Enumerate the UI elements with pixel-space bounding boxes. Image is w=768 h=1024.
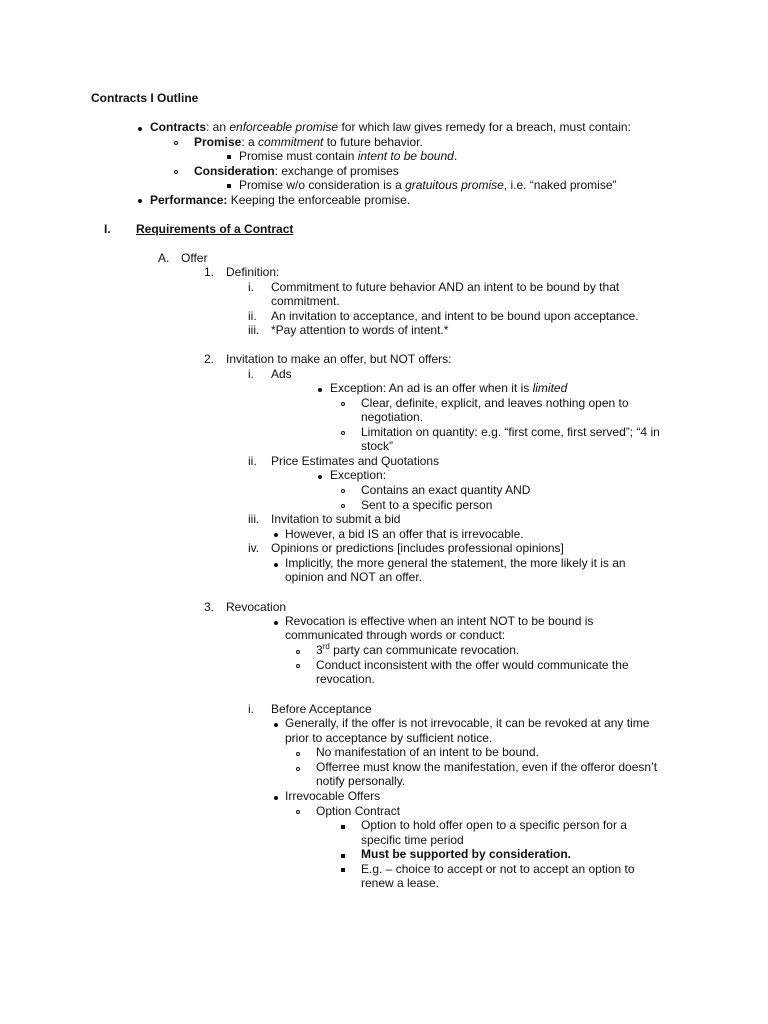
ads-condition: Clear, definite, explicit, and leaves nothing open to xyxy=(361,396,629,410)
hollow-bullet-icon xyxy=(296,752,300,756)
definition-item: *Pay attention to words of intent.* xyxy=(271,323,449,337)
hollow-bullet-icon xyxy=(341,402,345,406)
before-acceptance-point: Offerree must know the manifestation, even if the offeror doesn’t xyxy=(316,760,658,774)
revocation-point-cont: revocation. xyxy=(316,672,375,686)
before-acceptance-rule: Generally, if the offer is not irrevocable, it can be revoked at any time xyxy=(285,716,650,730)
opinions-note: Implicitly, the more general the statement, the more likely it is an xyxy=(285,556,626,570)
bullet-icon xyxy=(138,199,142,203)
outline-label: i. xyxy=(248,280,254,294)
price-condition: Sent to a specific person xyxy=(361,498,493,512)
option-contract-point: E.g. – choice to accept or not to accept an option to xyxy=(361,862,635,876)
before-acceptance-rule-cont: prior to acceptance by sufficient notice. xyxy=(285,731,493,745)
before-acceptance-point-cont: notify personally. xyxy=(316,774,406,788)
square-bullet-icon xyxy=(341,868,345,872)
bid-item: Invitation to submit a bid xyxy=(271,512,401,526)
hollow-bullet-icon xyxy=(174,141,178,145)
page-title: Contracts I Outline xyxy=(91,91,199,105)
opinions-item: Opinions or predictions [includes professional opinions] xyxy=(271,541,564,555)
revocation-rule-cont: communicated through words or conduct: xyxy=(285,628,506,642)
price-exception: Exception: xyxy=(330,468,387,482)
ads-condition-cont: stock” xyxy=(361,439,394,453)
ads-item: Ads xyxy=(271,367,292,381)
bullet-icon xyxy=(274,563,278,567)
price-estimates-item: Price Estimates and Quotations xyxy=(271,454,440,468)
offer-heading: Offer xyxy=(181,251,208,265)
hollow-bullet-icon xyxy=(174,170,178,174)
outline-label: A. xyxy=(158,251,170,265)
opinions-note-cont: opinion and NOT an offer. xyxy=(285,570,422,584)
definition-item-cont: commitment. xyxy=(271,294,340,308)
outline-label: 2. xyxy=(204,352,215,366)
bid-note: However, a bid IS an offer that is irrevocable. xyxy=(285,527,524,541)
performance-definition: Performance: Keeping the enforceable promise. xyxy=(150,193,411,207)
bullet-icon xyxy=(274,723,278,727)
outline-label: 1. xyxy=(204,265,215,279)
option-contract-point-cont: renew a lease. xyxy=(361,876,440,890)
definition-item: An invitation to acceptance, and intent to be bound upon acceptance. xyxy=(271,309,639,323)
bullet-icon xyxy=(138,127,142,131)
revocation-heading: Revocation xyxy=(226,600,287,614)
revocation-point: Conduct inconsistent with the offer would communicate the xyxy=(316,658,629,672)
outline-label: 3. xyxy=(204,600,215,614)
option-contract-point: Option to hold offer open to a specific person for a xyxy=(361,818,627,832)
option-contract-point: Must be supported by consideration. xyxy=(361,847,572,861)
consideration-definition: Consideration: exchange of promises xyxy=(194,164,399,178)
definition-heading: Definition: xyxy=(226,265,280,279)
option-contract: Option Contract xyxy=(316,804,401,818)
revocation-rule: Revocation is effective when an intent NOT to be bound is xyxy=(285,614,594,628)
outline-label: iv. xyxy=(248,541,260,555)
outline-label: ii. xyxy=(248,454,257,468)
section-number: I. xyxy=(104,222,111,236)
outline-label: i. xyxy=(248,702,254,716)
ads-condition-cont: negotiation. xyxy=(361,410,424,424)
bullet-icon xyxy=(318,388,322,392)
ads-condition: Limitation on quantity: e.g. “first come, first served”; “4 in xyxy=(361,425,660,439)
contracts-definition: Contracts: an enforceable promise for which law gives remedy for a breach, must contain: xyxy=(150,120,631,134)
definition-item: Commitment to future behavior AND an intent to be bound by that xyxy=(271,280,620,294)
square-bullet-icon xyxy=(341,825,345,829)
hollow-bullet-icon xyxy=(296,767,300,771)
hollow-bullet-icon xyxy=(296,664,300,668)
outline-label: iii. xyxy=(248,323,260,337)
section-heading: Requirements of a Contract xyxy=(136,222,294,236)
hollow-bullet-icon xyxy=(341,489,345,493)
revocation-point: 3rd party can communicate revocation. xyxy=(316,642,520,657)
before-acceptance-item: Before Acceptance xyxy=(271,702,372,716)
bullet-icon xyxy=(274,533,278,537)
promise-definition: Promise: a commitment to future behavior. xyxy=(194,135,423,149)
hollow-bullet-icon xyxy=(341,504,345,508)
hollow-bullet-icon xyxy=(341,431,345,435)
before-acceptance-point: No manifestation of an intent to be bound. xyxy=(316,745,539,759)
outline-label: i. xyxy=(248,367,254,381)
outline-label: iii. xyxy=(248,512,260,526)
hollow-bullet-icon xyxy=(296,650,300,654)
ads-exception: Exception: An ad is an offer when it is limited xyxy=(330,381,568,395)
price-condition: Contains an exact quantity AND xyxy=(361,483,531,497)
consideration-sub-point: Promise w/o consideration is a gratuitous promise, i.e. “naked promise” xyxy=(239,178,617,192)
outline-label: ii. xyxy=(248,309,257,323)
option-contract-point-cont: specific time period xyxy=(361,833,464,847)
bullet-icon xyxy=(274,621,278,625)
square-bullet-icon xyxy=(227,155,231,159)
square-bullet-icon xyxy=(341,854,345,858)
invitation-heading: Invitation to make an offer, but NOT offers: xyxy=(226,352,452,366)
promise-sub-point: Promise must contain intent to be bound. xyxy=(239,149,458,163)
irrevocable-offers: Irrevocable Offers xyxy=(285,789,381,803)
hollow-bullet-icon xyxy=(296,810,300,814)
bullet-icon xyxy=(274,796,278,800)
bullet-icon xyxy=(318,475,322,479)
square-bullet-icon xyxy=(227,184,231,188)
